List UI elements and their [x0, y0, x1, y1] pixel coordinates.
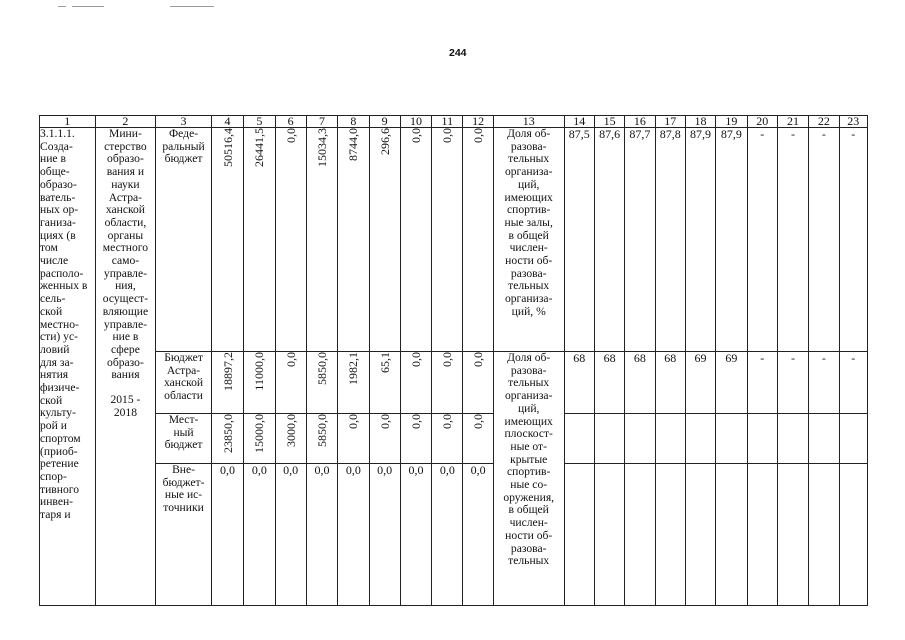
activity-line: тивного	[40, 482, 80, 496]
col-number: 9	[369, 116, 400, 128]
activity-line: Созда-	[40, 139, 73, 153]
amount-value: 8744,0	[346, 128, 361, 161]
funding-source	[156, 352, 212, 414]
indicator-line: разова-	[510, 541, 547, 555]
col-number: 23	[839, 116, 867, 128]
amount-value: 65,1	[377, 352, 392, 373]
col-number: 22	[809, 116, 839, 128]
col-number: 3	[156, 116, 212, 128]
amount-cell	[463, 128, 493, 352]
indicator-line: плоскост-	[504, 427, 553, 441]
page-number: 244	[449, 47, 467, 59]
activity-line: спортом	[40, 431, 81, 445]
target-value: -	[791, 351, 796, 365]
indicator-line: ности об-	[505, 528, 553, 542]
empty-cell	[777, 414, 808, 464]
empty-cell	[564, 464, 594, 606]
amount-cell	[306, 128, 337, 352]
col-number: 10	[400, 116, 431, 128]
funding-row-federal	[40, 128, 868, 352]
amount-value: 1982,1	[346, 352, 361, 385]
amount-cell	[369, 464, 400, 606]
amount-cell	[338, 414, 369, 464]
activity-line: сель-	[40, 292, 66, 306]
target-value: -	[821, 127, 826, 141]
activity-line: для за-	[40, 355, 74, 369]
activity-line: ние в	[40, 152, 66, 166]
amount-value: 15000,0	[252, 414, 267, 453]
funding-row-regional	[40, 352, 868, 414]
activity-line: таря и	[40, 508, 71, 522]
activity-line: ватель-	[40, 190, 76, 204]
amount-value: 0,0	[440, 414, 455, 429]
amount-value: 15034,3	[315, 128, 329, 167]
target-value: -	[851, 127, 856, 141]
amount-value: 0,0	[408, 352, 423, 367]
activity-line: ретение	[40, 457, 79, 471]
activity-line: спор-	[40, 469, 67, 483]
activity-line: сти) ус-	[40, 330, 78, 344]
col-number: 13	[493, 116, 564, 128]
col-number: 5	[244, 116, 275, 128]
col-number: 14	[564, 116, 594, 128]
amount-value: 18897,2	[220, 352, 235, 391]
amount-cell	[275, 464, 306, 606]
target-cell	[655, 352, 685, 414]
period-line: 2018	[113, 405, 138, 419]
executor-line: само-	[111, 254, 140, 268]
target-cell	[564, 128, 594, 352]
indicator-line: числен-	[509, 241, 548, 255]
target-value: -	[791, 127, 796, 141]
target-cell	[625, 352, 655, 414]
activity-line: обще-	[40, 165, 70, 179]
activity-line: культу-	[40, 406, 76, 420]
funding-row-local	[40, 414, 868, 464]
source-line: бюджет	[164, 438, 203, 452]
indicator-line: тельных	[508, 152, 550, 166]
target-value: 68	[633, 351, 646, 365]
amount-cell	[211, 128, 243, 352]
target-value: 69	[725, 351, 738, 365]
indicator-line: оружения,	[503, 490, 555, 504]
executor-line: образо-	[107, 355, 144, 369]
amount-value: 3000,0	[283, 414, 298, 447]
activity-line: (приоб-	[40, 444, 78, 458]
col-number: 6	[275, 116, 306, 128]
amount-cell	[432, 464, 463, 606]
executor-line: местного	[102, 241, 149, 255]
indicator-line: ций,	[517, 177, 540, 191]
target-cell	[777, 128, 808, 352]
empty-cell	[625, 414, 655, 464]
indicator-line: Доля об-	[507, 351, 551, 364]
target-cell	[564, 352, 594, 414]
target-value: -	[851, 351, 856, 365]
target-value: 87,6	[599, 127, 621, 141]
empty-cell	[625, 464, 655, 606]
empty-cell	[809, 414, 839, 464]
amount-cell	[369, 128, 400, 352]
indicator-line: ные от-	[510, 439, 547, 453]
target-cell	[594, 128, 624, 352]
indicator-line: числен-	[509, 516, 548, 530]
activity-line: местно-	[40, 317, 79, 331]
amount-value: 0,0	[377, 414, 392, 429]
target-value: 87,9	[690, 127, 712, 141]
empty-cell	[839, 464, 867, 606]
empty-cell	[685, 414, 715, 464]
empty-cell	[655, 414, 685, 464]
source-line: ные ис-	[164, 488, 203, 502]
amount-value: 50516,4	[220, 128, 235, 167]
source-line: Вне-	[172, 463, 196, 476]
activity-line: ской	[40, 304, 63, 318]
amount-value: 0,0	[471, 128, 486, 143]
indicator-line: ные залы,	[504, 215, 553, 229]
amount-cell	[338, 464, 369, 606]
target-value: 68	[664, 351, 677, 365]
col-number: 20	[747, 116, 777, 128]
indicator-line: организа-	[504, 389, 553, 403]
executor-line: управле-	[103, 266, 147, 280]
target-value: -	[760, 351, 765, 365]
indicator-line: крытые	[510, 452, 548, 466]
amount-value: 26441,5	[252, 128, 267, 167]
empty-cell	[594, 414, 624, 464]
executor-line: вания и	[106, 165, 145, 179]
executor-cell	[95, 128, 156, 606]
activity-line: ных ор-	[40, 203, 79, 217]
source-line: точники	[163, 501, 204, 515]
amount-value: 5850,0	[315, 414, 329, 447]
funding-source	[156, 128, 212, 352]
target-cell	[716, 128, 747, 352]
amount-value: 5850,0	[315, 352, 329, 385]
col-number: 2	[95, 116, 156, 128]
source-line: Бюджет	[164, 351, 203, 364]
amount-cell	[306, 414, 337, 464]
indicator-line: в общей	[508, 228, 549, 242]
amount-cell	[400, 352, 431, 414]
empty-cell	[716, 464, 747, 606]
target-cell	[716, 352, 747, 414]
source-line: Астра-	[166, 363, 201, 377]
executor-line: вания	[111, 368, 140, 382]
indicator-line: ций, %	[511, 304, 546, 318]
empty-cell	[594, 464, 624, 606]
indicator-line: организа-	[504, 292, 553, 306]
col-number: 12	[463, 116, 493, 128]
target-value: 87,7	[629, 127, 651, 141]
amount-value: 0,0	[440, 352, 455, 367]
indicator-line: в общей	[508, 503, 549, 517]
target-cell	[655, 128, 685, 352]
empty-cell	[685, 464, 715, 606]
amount-value: 0,0	[283, 463, 299, 477]
executor-line: вляющие	[102, 304, 149, 318]
target-value: -	[821, 351, 826, 365]
amount-cell	[244, 414, 275, 464]
target-cell	[747, 128, 777, 352]
scan-artifact	[170, 6, 214, 7]
amount-value: 0,0	[377, 463, 393, 477]
amount-cell	[338, 352, 369, 414]
amount-value: 23850,0	[220, 414, 235, 453]
amount-cell	[432, 128, 463, 352]
executor-line: Мини-	[109, 127, 142, 140]
indicator-line: спортив-	[506, 203, 551, 217]
amount-cell	[463, 352, 493, 414]
amount-value: 0,0	[283, 352, 298, 367]
target-cell	[685, 352, 715, 414]
amount-cell	[463, 414, 493, 464]
scan-artifact	[58, 6, 66, 7]
target-value: 68	[603, 351, 616, 365]
activity-line: располо-	[40, 266, 84, 280]
col-number: 19	[716, 116, 747, 128]
source-line: Мест-	[168, 413, 199, 426]
amount-value: 0,0	[471, 352, 486, 367]
executor-line: органы	[107, 228, 144, 242]
amount-value: 0,0	[345, 463, 361, 477]
col-number: 4	[211, 116, 243, 128]
executor-line: образо-	[107, 152, 144, 166]
amount-value: 0,0	[220, 463, 236, 477]
source-line: Феде-	[169, 127, 199, 140]
target-value: 68	[573, 351, 586, 365]
empty-cell	[655, 464, 685, 606]
amount-cell	[211, 464, 243, 606]
target-cell	[777, 352, 808, 414]
target-cell	[625, 128, 655, 352]
activity-cell	[40, 128, 96, 606]
empty-cell	[809, 464, 839, 606]
indicator-line: тельных	[508, 554, 550, 568]
amount-cell	[432, 352, 463, 414]
amount-value: 0,0	[440, 128, 455, 143]
activity-line: ганиза-	[40, 215, 76, 229]
target-cell	[685, 128, 715, 352]
executor-line: осущест-	[102, 292, 149, 306]
amount-value: 0,0	[283, 128, 298, 143]
indicator-line: разова-	[510, 139, 547, 153]
indicator-line: ности об-	[505, 254, 553, 268]
col-number: 1	[40, 116, 96, 128]
col-number: 18	[685, 116, 715, 128]
activity-code: 3.1.1.1.	[40, 127, 75, 140]
activity-line: инвен-	[40, 495, 74, 509]
activity-line: циях (в	[40, 228, 76, 242]
indicator-line: имеющих	[504, 190, 553, 204]
amount-cell	[369, 414, 400, 464]
target-cell	[809, 352, 839, 414]
amount-cell	[400, 414, 431, 464]
executor-line: области,	[104, 215, 147, 229]
col-number: 7	[306, 116, 337, 128]
amount-value: 0,0	[470, 463, 486, 477]
executor-line: сфере	[110, 342, 140, 356]
col-number: 11	[432, 116, 463, 128]
amount-cell	[463, 464, 493, 606]
empty-cell	[747, 464, 777, 606]
executor-line: науки	[111, 177, 140, 191]
amount-cell	[369, 352, 400, 414]
indicator-line: разова-	[510, 266, 547, 280]
executor-line: ханской	[105, 203, 146, 217]
activity-line: ской	[40, 393, 63, 407]
indicator-line: тельных	[508, 376, 550, 390]
scan-artifact	[72, 6, 104, 7]
col-number: 17	[655, 116, 685, 128]
indicator-line: спортив-	[506, 465, 551, 479]
target-value: 69	[694, 351, 707, 365]
amount-value: 0,0	[314, 463, 330, 477]
amount-cell	[275, 414, 306, 464]
amount-value: 0,0	[439, 463, 455, 477]
indicator-line: имеющих	[504, 414, 553, 428]
amount-value: 11000,0	[252, 352, 267, 391]
amount-cell	[211, 414, 243, 464]
amount-value: 0,0	[408, 414, 423, 429]
empty-cell	[777, 464, 808, 606]
executor-line: управле-	[103, 317, 147, 331]
target-cell	[839, 128, 867, 352]
col-number: 8	[338, 116, 369, 128]
source-line: бюджет-	[162, 475, 205, 489]
executor-line: Астра-	[108, 190, 143, 204]
funding-source	[156, 414, 212, 464]
activity-line: физиче-	[40, 381, 80, 395]
amount-value: 0,0	[471, 414, 486, 429]
amount-cell	[338, 128, 369, 352]
indicator-line: ций,	[517, 401, 540, 415]
target-value: 87,5	[568, 127, 590, 141]
empty-cell	[564, 414, 594, 464]
executor-line: ние в	[112, 330, 139, 344]
activity-line: числе	[40, 254, 69, 268]
amount-value: 0,0	[408, 463, 424, 477]
amount-cell	[275, 352, 306, 414]
amount-cell	[244, 352, 275, 414]
amount-cell	[275, 128, 306, 352]
amount-cell	[400, 128, 431, 352]
col-number: 15	[594, 116, 624, 128]
target-cell	[747, 352, 777, 414]
activity-line: рой и	[40, 419, 67, 433]
col-number: 21	[777, 116, 808, 128]
indicator-cell	[493, 128, 564, 352]
amount-cell	[244, 464, 275, 606]
col-number: 16	[625, 116, 655, 128]
amount-cell	[400, 464, 431, 606]
amount-cell	[244, 128, 275, 352]
amount-cell	[211, 352, 243, 414]
indicator-line: тельных	[508, 279, 550, 293]
source-line: бюджет	[164, 152, 203, 166]
period-line: 2015 -	[110, 393, 141, 407]
activity-line: образо-	[40, 177, 77, 191]
source-line: ханской	[163, 376, 204, 390]
empty-cell	[839, 414, 867, 464]
target-cell	[839, 352, 867, 414]
amount-value: 0,0	[408, 128, 423, 143]
executor-line: ния,	[115, 279, 136, 293]
empty-cell	[716, 414, 747, 464]
target-value: 87,8	[659, 127, 681, 141]
source-line: области	[164, 389, 203, 403]
indicator-line: разова-	[510, 363, 547, 377]
amount-cell	[432, 414, 463, 464]
source-line: ный	[173, 425, 194, 439]
amount-cell	[306, 464, 337, 606]
funding-source	[156, 464, 212, 606]
indicator-line: ные со-	[510, 478, 548, 492]
amount-cell	[306, 352, 337, 414]
funding-row-extra-budget	[40, 464, 868, 606]
amount-value: 296,6	[377, 128, 392, 155]
program-table	[39, 115, 868, 606]
executor-line: стерство	[104, 139, 147, 153]
target-value: -	[760, 127, 765, 141]
amount-value: 0,0	[346, 414, 361, 429]
indicator-line: Доля об-	[507, 127, 551, 140]
source-line: ральный	[162, 139, 205, 153]
indicator-line: организа-	[504, 165, 553, 179]
target-value: 87,9	[720, 127, 742, 141]
activity-line: ловий	[40, 342, 70, 356]
activity-line: нятия	[40, 368, 69, 382]
column-number-row	[40, 116, 868, 128]
empty-cell	[747, 414, 777, 464]
target-cell	[809, 128, 839, 352]
indicator-cell	[493, 352, 564, 606]
activity-line: том	[40, 241, 58, 255]
amount-value: 0,0	[251, 463, 267, 477]
target-cell	[594, 352, 624, 414]
activity-line: женных в	[40, 279, 88, 293]
